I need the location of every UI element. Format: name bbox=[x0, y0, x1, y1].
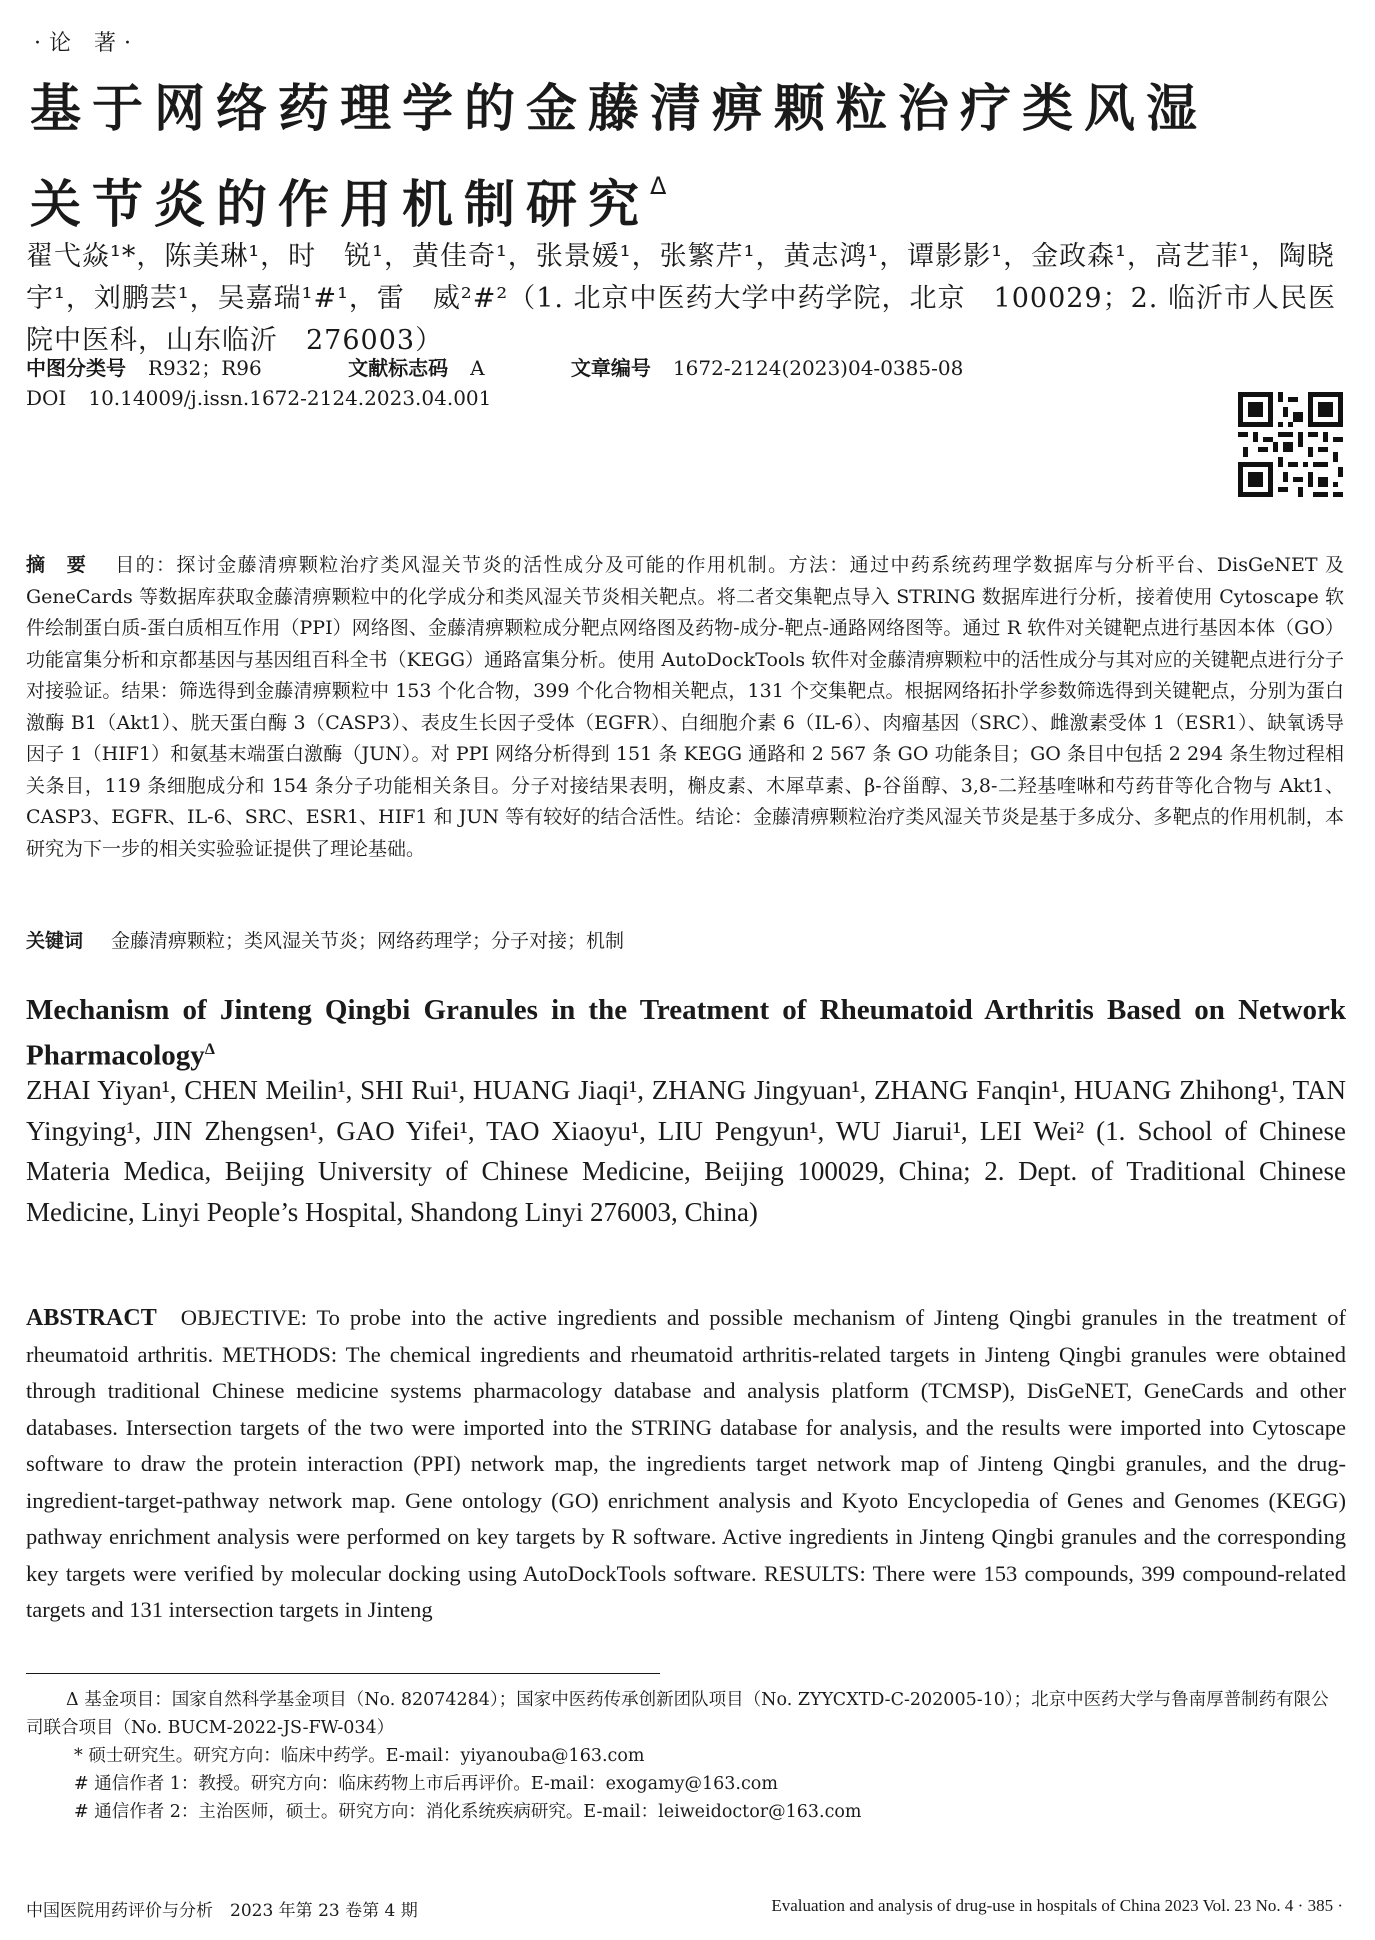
doi-line bbox=[26, 386, 491, 410]
abstract-en-text: OBJECTIVE: To probe into the active ingredients and possible mechanism of Jinteng Qingbi granules in the treatment of rheumatoid arthritis. METHODS: The chemical ingredients and rheumatoid arthritis-related targets in Jinteng Qingbi granules were obtained through traditional Chinese medicine systems pharmacology database and analysis platform (TCMSP), DisGeNET, GeneCards and other databases. Intersection targets of the two were imported into the STRING database for analysis, and the results were imported into Cytoscape software to draw the protein interaction (PPI) network map, the ingredients target network map of Jinteng Qingbi granules, and the drug-ingredient-target-pathway network map. Gene ontology (GO) enrichment analysis and Kyoto Encyclopedia of Genes and Genomes (KEGG) pathway enrichment analysis were performed on key targets by R software. Active ingredients in Jinteng Qingbi granules and the corresponding key targets were verified by molecular docking using AutoDockTools software. RESULTS: There were 153 compounds, 399 compound-related targets and 131 intersection targets in Jinteng bbox=[26, 1305, 1346, 1622]
footnote-corresponding-1: # 通信作者 1：教授。研究方向：临床药物上市后再评价。E-mail：exogamy@163.com bbox=[74, 1774, 778, 1794]
english-title-fund-marker: Δ bbox=[204, 1041, 215, 1058]
qr-code-icon bbox=[1238, 392, 1343, 497]
title-fund-marker: Δ bbox=[650, 172, 667, 200]
doi-label: DOI bbox=[26, 386, 67, 410]
article-no-value: 1672-2124(2023)04-0385-08 bbox=[672, 356, 964, 380]
clc-value: R932；R96 bbox=[148, 356, 262, 380]
abstract-en-label: ABSTRACT bbox=[26, 1305, 157, 1331]
footnote-first-author: * 硕士研究生。研究方向：临床中药学。E-mail：yiyanouba@163.com bbox=[74, 1746, 645, 1766]
keywords-cn-label: 关键词 bbox=[26, 930, 84, 952]
footnote-funding: Δ 基金项目：国家自然科学基金项目（No. 82074284）；国家中医药传承创新团队项目（No. ZYYCXTD-C-202005-10）；北京中医药大学与鲁南厚普制药有限公司联合项目（No. BUCM-2022-JS-FW-034） bbox=[26, 1690, 1329, 1738]
doc-code-label: 文献标志码 bbox=[348, 356, 449, 380]
title-line-2 bbox=[30, 148, 1208, 244]
journal-footer-cn: 中国医院用药评价与分析 2023 年第 23 卷第 4 期 bbox=[26, 1901, 418, 1921]
keywords-cn bbox=[26, 926, 624, 953]
abstract-cn-text: 目的：探讨金藤清痹颗粒治疗类风湿关节炎的活性成分及可能的作用机制。方法：通过中药系统药理学数据库与分析平台、DisGeNET 及 GeneCards 等数据库获取金藤清痹颗粒中的化学成分和类风湿关节炎相关靶点。将二者交集靶点导入 STRING 数据库进行分析，接着使用 Cytoscape 软件绘制蛋白质-蛋白质相互作用（PPI）网络图、金藤清痹颗粒成分靶点网络图及药物-成分-靶点-通路网络图等。通过 R 软件对关键靶点进行基因本体（GO）功能富集分析和京都基因与基因组百科全书（KEGG）通路富集分析。使用 AutoDockTools 软件对金藤清痹颗粒中的活性成分与其对应的关键靶点进行分子对接验证。结果：筛选得到金藤清痹颗粒中 153 个化合物，399 个化合物相关靶点，131 个交集靶点。根据网络拓扑学参数筛选得到关键靶点，分别为蛋白激酶 B1（Akt1）、胱天蛋白酶 3（CASP3）、表皮生长因子受体（EGFR）、白细胞介素 6（IL-6）、肉瘤基因（SRC）、雌激素受体 1（ESR1）、缺氧诱导因子 1（HIF1）和氨基末端蛋白激酶（JUN）。对 PPI 网络分析得到 151 条 KEGG 通路和 2 567 条 GO 功能条目；GO 条目中包括 2 294 条生物过程相关条目，119 条细胞成分和 154 条分子功能相关条目。分子对接结果表明，槲皮素、木犀草素、β-谷甾醇、3,8-二羟基喹啉和芍药苷等化合物与 Akt1、CASP3、EGFR、IL-6、SRC、ESR1、HIF1 和 JUN 等有较好的结合活性。结论：金藤清痹颗粒治疗类风湿关节炎是基于多成分、多靶点的作用机制，本研究为下一步的相关实验验证提供了理论基础。 bbox=[26, 554, 1344, 860]
abstract-cn bbox=[26, 550, 1344, 865]
abstract-cn-label: 摘 要 bbox=[26, 554, 88, 576]
journal-footer-en: Evaluation and analysis of drug-use in hospitals of China 2023 Vol. 23 No. 4 · 385 · bbox=[771, 1896, 1343, 1915]
classification-line bbox=[26, 352, 963, 381]
footnote-corresponding-2: # 通信作者 2：主治医师，硕士。研究方向：消化系统疾病研究。E-mail：leiweidoctor@163.com bbox=[74, 1802, 862, 1822]
title-line-1: 基于网络药理学的金藤清痹颗粒治疗类风湿 bbox=[30, 80, 1209, 139]
english-title-text: Mechanism of Jinteng Qingbi Granules in the Treatment of Rheumatoid Arthritis Based on Network Pharmacology bbox=[26, 994, 1346, 1072]
article-no-label: 文章编号 bbox=[570, 356, 651, 380]
title-line-2-text: 关节炎的作用机制研究 bbox=[30, 176, 651, 235]
footnote-divider bbox=[26, 1673, 660, 1674]
doc-code-value: A bbox=[470, 356, 485, 380]
doi-value: 10.14009/j.issn.1672-2124.2023.04.001 bbox=[88, 386, 492, 410]
clc-label: 中图分类号 bbox=[26, 356, 126, 380]
keywords-cn-text: 金藤清痹颗粒；类风湿关节炎；网络药理学；分子对接；机制 bbox=[111, 930, 625, 952]
footnotes bbox=[26, 1686, 1346, 1826]
authors-cn: 翟弋焱¹*，陈美琳¹，时 锐¹，黄佳奇¹，张景媛¹，张繁芹¹，黄志鸿¹，谭影影¹，金政森¹，高艺菲¹，陶晓宇¹，刘鹏芸¹，吴嘉瑞¹#¹，雷 威²#²（1. 北京中医药大学中药学院，北京 100029；2. 临沂市人民医院中医科，山东临沂 276003） bbox=[26, 241, 1336, 356]
section-tag: ·论 著· bbox=[34, 31, 139, 56]
abstract-en bbox=[26, 1300, 1346, 1629]
page-title bbox=[30, 72, 1208, 244]
english-title bbox=[26, 990, 1346, 1076]
authors-en: ZHAI Yiyan¹, CHEN Meilin¹, SHI Rui¹, HUANG Jiaqi¹, ZHANG Jingyuan¹, ZHANG Fanqin¹, HUANG Zhihong¹, TAN Yingying¹, JIN Zhengsen¹, GAO Yifei¹, TAO Xiaoyu¹, LIU Pengyun¹, WU Jiarui¹, LEI Wei² (1. School of Chinese Materia Medica, Beijing University of Chinese Medicine, Beijing 100029, China; 2. Dept. of Traditional Chinese Medicine, Linyi People’s Hospital, Shandong Linyi 276003, China) bbox=[26, 1075, 1346, 1227]
